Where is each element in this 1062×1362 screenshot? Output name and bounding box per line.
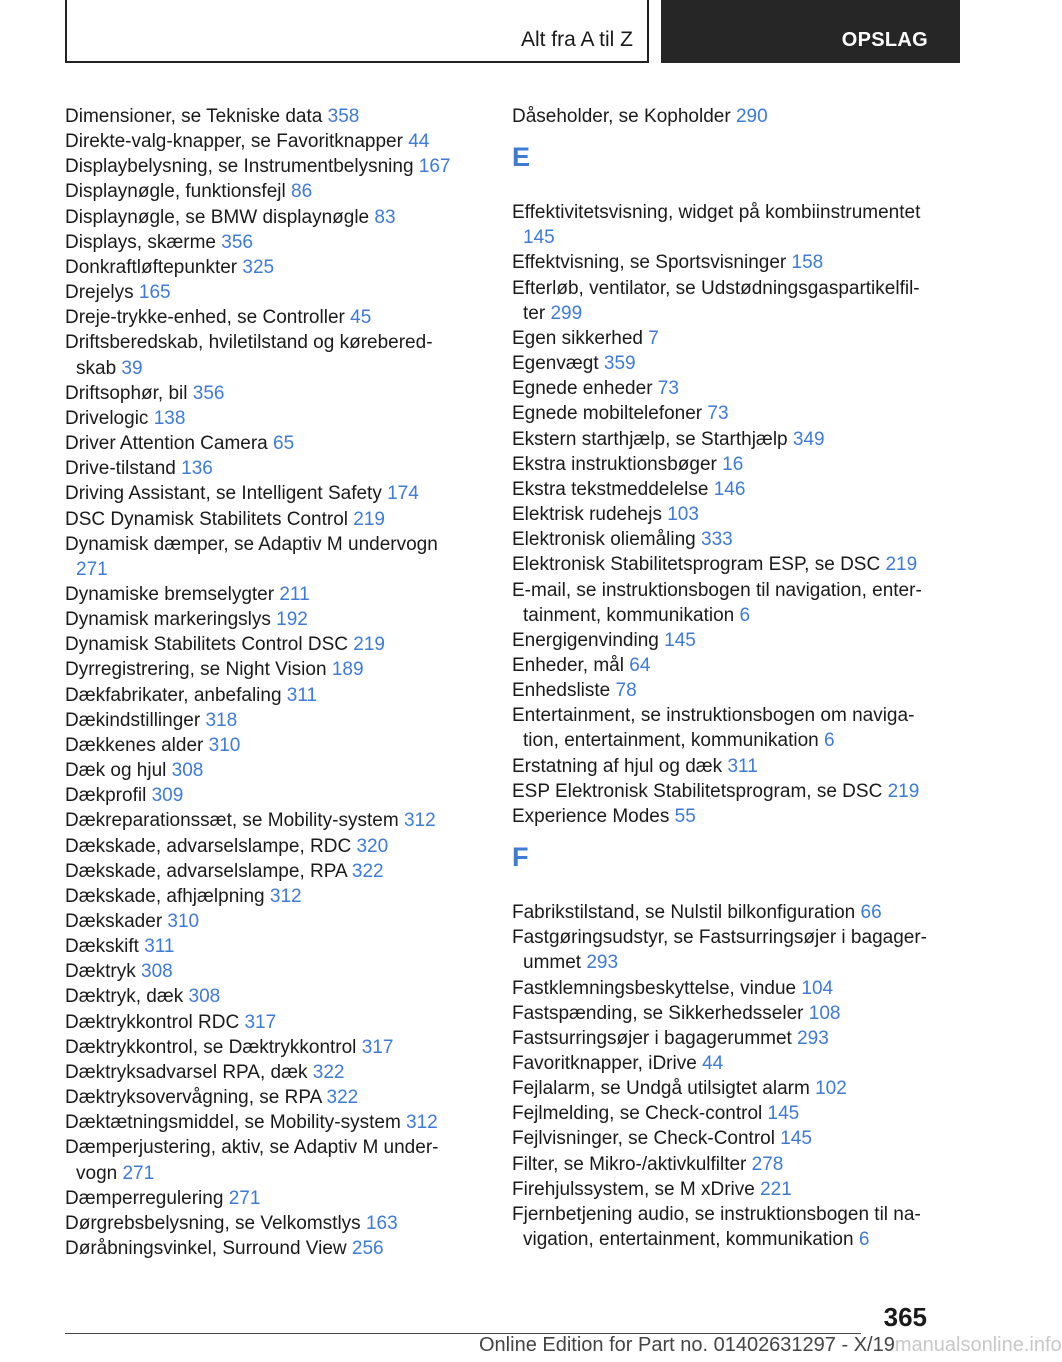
index-entry bbox=[512, 1026, 932, 1051]
index-entry bbox=[65, 984, 465, 1009]
page-reference-link[interactable]: 6 bbox=[858, 1229, 870, 1251]
index-term: Egnede enheder bbox=[512, 378, 658, 400]
index-entry bbox=[65, 406, 465, 431]
index-term: Elektronisk oliemåling bbox=[512, 529, 702, 551]
index-entry bbox=[512, 703, 932, 753]
index-term: Dyrregistrering, se Night Vision bbox=[65, 659, 332, 681]
page-reference-link[interactable]: 65 bbox=[273, 433, 295, 455]
page-reference-link[interactable]: 167 bbox=[418, 156, 451, 178]
index-entry bbox=[65, 481, 465, 506]
index-term: Dæmperregulering bbox=[65, 1187, 229, 1209]
index-entry bbox=[65, 783, 465, 808]
page-reference-link[interactable]: 312 bbox=[406, 1112, 438, 1134]
page-reference-link[interactable]: 293 bbox=[797, 1027, 829, 1049]
index-term: Drive-tilstand bbox=[65, 458, 182, 480]
index-term: Experience Modes bbox=[512, 805, 675, 827]
index-entry bbox=[512, 653, 932, 678]
index-term: Favoritknapper, iDrive bbox=[512, 1053, 703, 1074]
index-entry bbox=[512, 804, 932, 829]
index-column-right bbox=[512, 104, 932, 1252]
page-reference-link[interactable]: 311 bbox=[727, 755, 758, 777]
index-term: Dæk og hjul bbox=[65, 760, 172, 782]
page-reference-link[interactable]: 136 bbox=[181, 458, 213, 480]
index-term: E-mail, se instruktionsbogen til navigation, entertainment, kommunikation bbox=[512, 579, 922, 626]
index-term: Dækskade, advarselslampe, RPA bbox=[65, 860, 352, 882]
index-entry bbox=[512, 1202, 932, 1252]
index-term: Døråbningsvinkel, Surround View bbox=[65, 1238, 352, 1260]
index-entry bbox=[512, 502, 932, 527]
page-reference-link[interactable]: 16 bbox=[722, 453, 744, 475]
index-term: Ekstra tekstmeddelelse bbox=[512, 478, 714, 500]
index-term: Dynamisk Stabilitets Control DSC bbox=[65, 634, 354, 656]
index-entry bbox=[65, 657, 465, 682]
index-entry bbox=[65, 959, 465, 984]
index-term: Erstatning af hjul og dæk bbox=[512, 755, 728, 777]
tab-label: OPSLAG bbox=[841, 29, 928, 51]
index-entry bbox=[512, 1126, 932, 1151]
page-reference-link[interactable]: 349 bbox=[792, 428, 825, 450]
footer bbox=[479, 1334, 1062, 1357]
index-entry bbox=[65, 607, 465, 632]
page-reference-link[interactable]: 325 bbox=[242, 256, 275, 278]
index-entry bbox=[512, 678, 932, 703]
page-reference-link[interactable]: 145 bbox=[664, 629, 696, 651]
page-reference-link[interactable]: 310 bbox=[208, 734, 241, 756]
index-term: Dynamisk markeringslys bbox=[65, 609, 277, 631]
index-entry bbox=[65, 683, 465, 708]
index-term: Donkraftløftepunkter bbox=[65, 256, 243, 278]
page-reference-link[interactable]: 317 bbox=[361, 1036, 394, 1058]
index-term: Fastgøringsudstyr, se Fastsurringsøjer i bagagerummet bbox=[512, 927, 927, 974]
index-term: Fabrikstilstand, se Nulstil bilkonfiguration bbox=[512, 902, 861, 924]
header-tab[interactable] bbox=[661, 0, 960, 63]
page-reference-link[interactable]: 6 bbox=[824, 730, 835, 752]
index-term: Dynamiske bremselygter bbox=[65, 583, 280, 605]
index-entry bbox=[65, 179, 465, 204]
page-reference-link[interactable]: 219 bbox=[353, 508, 385, 530]
index-entry bbox=[65, 733, 465, 758]
page-reference-link[interactable]: 78 bbox=[615, 680, 637, 702]
index-term: Dåseholder, se Kopholder bbox=[512, 106, 736, 127]
page-reference-link[interactable]: 45 bbox=[350, 307, 372, 329]
index-entry bbox=[512, 527, 932, 552]
index-entry bbox=[65, 532, 465, 582]
page-reference-link[interactable]: 359 bbox=[603, 353, 636, 375]
index-term: Dæktryksadvarsel RPA, dæk bbox=[65, 1061, 313, 1083]
page-reference-link[interactable]: 39 bbox=[121, 357, 143, 379]
page-reference-link[interactable]: 165 bbox=[138, 282, 171, 304]
index-term: Fastspænding, se Sikkerhedsseler bbox=[512, 1002, 809, 1024]
index-entry bbox=[65, 884, 465, 909]
index-term: Driftsberedskab, hviletilstand og køreberedskab bbox=[65, 332, 433, 379]
page-reference-link[interactable]: 192 bbox=[276, 609, 308, 631]
section-letter-e: E bbox=[512, 142, 531, 173]
index-entry bbox=[512, 779, 932, 804]
index-term: Energigenvinding bbox=[512, 629, 665, 651]
index-term: Displays, skærme bbox=[65, 231, 222, 253]
page-reference-link[interactable]: 6 bbox=[739, 604, 751, 626]
index-term: Dæktætningsmiddel, se Mobility-system bbox=[65, 1112, 407, 1134]
index-entry bbox=[512, 925, 932, 975]
index-term: Filter, se Mikro-/aktivkulfilter bbox=[512, 1153, 752, 1175]
page-reference-link[interactable]: 219 bbox=[887, 780, 920, 802]
index-entry bbox=[65, 154, 465, 179]
index-term: Elektrisk rudehejs bbox=[512, 504, 668, 526]
page-reference-link[interactable]: 64 bbox=[629, 654, 651, 676]
index-entry bbox=[65, 1186, 465, 1211]
page-reference-link[interactable]: 7 bbox=[648, 327, 659, 349]
index-entry bbox=[512, 250, 932, 275]
index-entry bbox=[65, 808, 465, 833]
index-entry bbox=[65, 1135, 465, 1185]
index-entry bbox=[65, 758, 465, 783]
index-term: Dækfabrikater, anbefaling bbox=[65, 684, 287, 706]
index-term: Enheder, mål bbox=[512, 654, 630, 676]
index-entry bbox=[512, 326, 932, 351]
index-entry bbox=[512, 628, 932, 653]
index-term: Displaybelysning, se Instrumentbelysning bbox=[65, 156, 419, 178]
index-entry bbox=[65, 1236, 465, 1261]
index-entry bbox=[65, 205, 465, 230]
index-entry bbox=[512, 1076, 932, 1101]
page-reference-link[interactable]: 356 bbox=[221, 231, 253, 253]
page-reference-link[interactable]: 256 bbox=[351, 1238, 384, 1260]
page-reference-link[interactable]: 271 bbox=[122, 1162, 155, 1184]
page-reference-link[interactable]: 66 bbox=[860, 902, 882, 924]
index-term: ESP Elektronisk Stabilitetsprogram, se DSC bbox=[512, 780, 888, 802]
index-entry bbox=[65, 1110, 465, 1135]
index-entry bbox=[65, 909, 465, 934]
index-term: Dæktryksovervågning, se RPA bbox=[65, 1087, 327, 1109]
page-reference-link[interactable]: 318 bbox=[205, 709, 238, 731]
index-entry bbox=[65, 1010, 465, 1035]
index-entry bbox=[65, 1211, 465, 1236]
index-entry bbox=[512, 351, 932, 376]
index-entry bbox=[65, 280, 465, 305]
index-entry bbox=[65, 1035, 465, 1060]
page-reference-link[interactable]: 211 bbox=[279, 583, 310, 605]
index-term: Enhedsliste bbox=[512, 680, 616, 702]
index-entry bbox=[65, 104, 465, 129]
section-title: Alt fra A til Z bbox=[520, 28, 633, 51]
page-reference-link[interactable]: 312 bbox=[269, 885, 302, 907]
index-term: Firehjulssystem, se M xDrive bbox=[512, 1178, 761, 1200]
index-entry bbox=[65, 708, 465, 733]
index-entry bbox=[512, 1051, 932, 1076]
index-entry bbox=[512, 1152, 932, 1177]
page-reference-link[interactable]: 271 bbox=[228, 1187, 261, 1209]
index-term: Driftsophør, bil bbox=[65, 382, 193, 404]
index-term: Driving Assistant, se Intelligent Safety bbox=[65, 483, 388, 505]
page-reference-link[interactable]: 108 bbox=[808, 1002, 841, 1024]
index-entry bbox=[65, 859, 465, 884]
page-reference-link[interactable]: 163 bbox=[365, 1212, 398, 1234]
index-entry bbox=[512, 578, 932, 628]
index-term: Dækskade, afhjælpning bbox=[65, 885, 270, 907]
index-term: Dækskift bbox=[65, 936, 145, 958]
index-entry bbox=[512, 754, 932, 779]
index-term: Ekstern starthjælp, se Starthjælp bbox=[512, 428, 793, 450]
index-term: Direkte-valg-knapper, se Favoritknapper bbox=[65, 131, 409, 153]
page-reference-link[interactable]: 145 bbox=[780, 1128, 812, 1150]
index-entry bbox=[512, 900, 932, 925]
index-term: Egenvægt bbox=[512, 353, 604, 375]
page-reference-link[interactable]: 271 bbox=[76, 558, 108, 580]
index-term: Dimensioner, se Tekniske data bbox=[65, 106, 328, 127]
index-entry bbox=[512, 552, 932, 577]
index-term: Fjernbetjening audio, se instruktionsbogen til navigation, entertainment, kommunikation bbox=[512, 1203, 921, 1251]
index-entry bbox=[65, 255, 465, 280]
page-reference-link[interactable]: 44 bbox=[702, 1053, 724, 1074]
index-column-left bbox=[65, 104, 465, 1261]
index-entry bbox=[65, 507, 465, 532]
page-reference-link[interactable]: 221 bbox=[760, 1178, 792, 1200]
index-term: Dækkenes alder bbox=[65, 734, 209, 756]
index-term: Elektronisk Stabilitetsprogram ESP, se DSC bbox=[512, 554, 886, 576]
page-reference-link[interactable]: 309 bbox=[151, 785, 184, 807]
index-entry bbox=[65, 834, 465, 859]
index-term: Displaynøgle, se BMW displaynøgle bbox=[65, 206, 375, 228]
index-term: Drejelys bbox=[65, 282, 139, 304]
index-term: Fejlmelding, se Check-control bbox=[512, 1103, 768, 1125]
index-entry bbox=[65, 582, 465, 607]
index-entry bbox=[512, 452, 932, 477]
index-term: Driver Attention Camera bbox=[65, 433, 274, 455]
page-reference-link[interactable]: 278 bbox=[751, 1153, 784, 1175]
page-reference-link[interactable]: 310 bbox=[167, 911, 200, 932]
page-reference-link[interactable]: 308 bbox=[141, 961, 173, 983]
page-reference-link[interactable]: 219 bbox=[885, 554, 918, 576]
index-entry bbox=[512, 276, 932, 326]
page-reference-link[interactable]: 83 bbox=[374, 206, 396, 228]
page-reference-link[interactable]: 312 bbox=[403, 810, 436, 832]
page-reference-link[interactable]: 320 bbox=[356, 835, 389, 857]
page-reference-link[interactable]: 311 bbox=[286, 684, 318, 706]
index-entry bbox=[65, 381, 465, 406]
page-reference-link[interactable]: 317 bbox=[244, 1011, 277, 1033]
index-term: Ekstra instruktionsbøger bbox=[512, 453, 723, 475]
index-term: Effektvisning, se Sportsvisninger bbox=[512, 252, 792, 274]
page-reference-link[interactable]: 158 bbox=[791, 252, 824, 274]
page-reference-link[interactable]: 293 bbox=[586, 952, 619, 974]
footer-edition: Online Edition for Part no. 01402631297 - X/19 bbox=[479, 1334, 895, 1356]
index-term: Effektivitetsvisning, widget på kombiinstrumentet bbox=[512, 202, 921, 224]
page-reference-link[interactable]: 290 bbox=[735, 106, 768, 127]
index-term: Egen sikkerhed bbox=[512, 327, 649, 349]
index-entry bbox=[512, 376, 932, 401]
page-reference-link[interactable]: 299 bbox=[550, 302, 583, 324]
index-term: Entertainment, se instruktionsbogen om navigation, entertainment, kommunikation bbox=[512, 705, 915, 752]
section-letter-f: F bbox=[512, 842, 529, 873]
page-reference-link[interactable]: 73 bbox=[707, 403, 729, 425]
index-term: Fejlvisninger, se Check-Control bbox=[512, 1128, 781, 1150]
index-entry bbox=[512, 976, 932, 1001]
index-term: Dæktryk bbox=[65, 961, 141, 983]
index-term: Dynamisk dæmper, se Adaptiv M undervogn bbox=[65, 533, 438, 555]
index-term: Efterløb, ventilator, se Udstødningsgaspartikelfilter bbox=[512, 277, 920, 324]
index-entry bbox=[65, 230, 465, 255]
page-reference-link[interactable]: 86 bbox=[291, 181, 313, 203]
index-entry bbox=[65, 1060, 465, 1085]
index-entry bbox=[65, 305, 465, 330]
index-entry bbox=[512, 1177, 932, 1202]
index-term: Dreje-trykke-enhed, se Controller bbox=[65, 307, 351, 329]
index-entry bbox=[65, 431, 465, 456]
page-reference-link[interactable]: 145 bbox=[767, 1103, 800, 1125]
page-reference-link[interactable]: 146 bbox=[713, 478, 746, 500]
index-entry bbox=[512, 427, 932, 452]
page-reference-link[interactable]: 138 bbox=[153, 407, 186, 429]
index-entry bbox=[512, 104, 932, 129]
index-entry bbox=[65, 129, 465, 154]
page-reference-link[interactable]: 103 bbox=[667, 504, 699, 526]
page-reference-link[interactable]: 308 bbox=[188, 986, 221, 1008]
index-entry bbox=[65, 934, 465, 959]
index-entry bbox=[512, 1001, 932, 1026]
index-entry bbox=[65, 1085, 465, 1110]
page-reference-link[interactable]: 174 bbox=[387, 483, 419, 505]
index-term: Dørgrebsbelysning, se Velkomstlys bbox=[65, 1212, 366, 1234]
page-reference-link[interactable]: 358 bbox=[327, 106, 360, 127]
index-term: Dæmperjustering, aktiv, se Adaptiv M undervogn bbox=[65, 1137, 439, 1184]
page-reference-link[interactable]: 102 bbox=[815, 1078, 847, 1100]
page-reference-link[interactable]: 44 bbox=[408, 131, 430, 153]
index-term: Fejlalarm, se Undgå utilsigtet alarm bbox=[512, 1078, 816, 1100]
index-entry bbox=[65, 456, 465, 481]
page-number: 365 bbox=[883, 1302, 927, 1332]
page-reference-link[interactable]: 55 bbox=[674, 805, 696, 827]
header-section-box bbox=[65, 0, 649, 63]
index-term: Egnede mobiltelefoner bbox=[512, 403, 708, 425]
page-reference-link[interactable]: 189 bbox=[331, 659, 364, 681]
index-term: Displaynøgle, funktionsfejl bbox=[65, 181, 291, 203]
page-reference-link[interactable]: 308 bbox=[171, 760, 204, 782]
index-term: Dæktryk, dæk bbox=[65, 986, 189, 1008]
page-reference-link[interactable]: 311 bbox=[144, 936, 175, 958]
page-reference-link[interactable]: 219 bbox=[353, 634, 385, 656]
index-term: Dæktrykkontrol RDC bbox=[65, 1011, 245, 1033]
index-entry bbox=[512, 401, 932, 426]
page-reference-link[interactable]: 322 bbox=[326, 1087, 359, 1109]
index-entry bbox=[65, 632, 465, 657]
index-term: Dækreparationssæt, se Mobility-system bbox=[65, 810, 404, 832]
index-entry bbox=[512, 200, 932, 250]
index-term: Dækskade, advarselslampe, RDC bbox=[65, 835, 357, 857]
index-term: Dækprofil bbox=[65, 785, 152, 807]
page-reference-link[interactable]: 322 bbox=[312, 1061, 345, 1083]
index-entry bbox=[512, 477, 932, 502]
watermark: manualsonline.info bbox=[894, 1334, 1062, 1356]
page-reference-link[interactable]: 333 bbox=[701, 529, 733, 551]
index-term: Drivelogic bbox=[65, 407, 154, 429]
index-entry bbox=[512, 1101, 932, 1126]
index-term: DSC Dynamisk Stabilitets Control bbox=[65, 508, 354, 530]
index-term: Fastsurringsøjer i bagagerummet bbox=[512, 1027, 798, 1049]
page-reference-link[interactable]: 322 bbox=[351, 860, 384, 882]
index-term: Dæktrykkontrol, se Dæktrykkontrol bbox=[65, 1036, 362, 1058]
page-reference-link[interactable]: 145 bbox=[523, 227, 555, 249]
page-reference-link[interactable]: 104 bbox=[801, 977, 834, 999]
index-entry bbox=[65, 330, 465, 380]
index-term: Dækindstillinger bbox=[65, 709, 206, 731]
index-term: Fastklemningsbeskyttelse, vindue bbox=[512, 977, 802, 999]
page-reference-link[interactable]: 356 bbox=[192, 382, 225, 404]
index-term: Dækskader bbox=[65, 911, 168, 932]
page-reference-link[interactable]: 73 bbox=[657, 378, 679, 400]
